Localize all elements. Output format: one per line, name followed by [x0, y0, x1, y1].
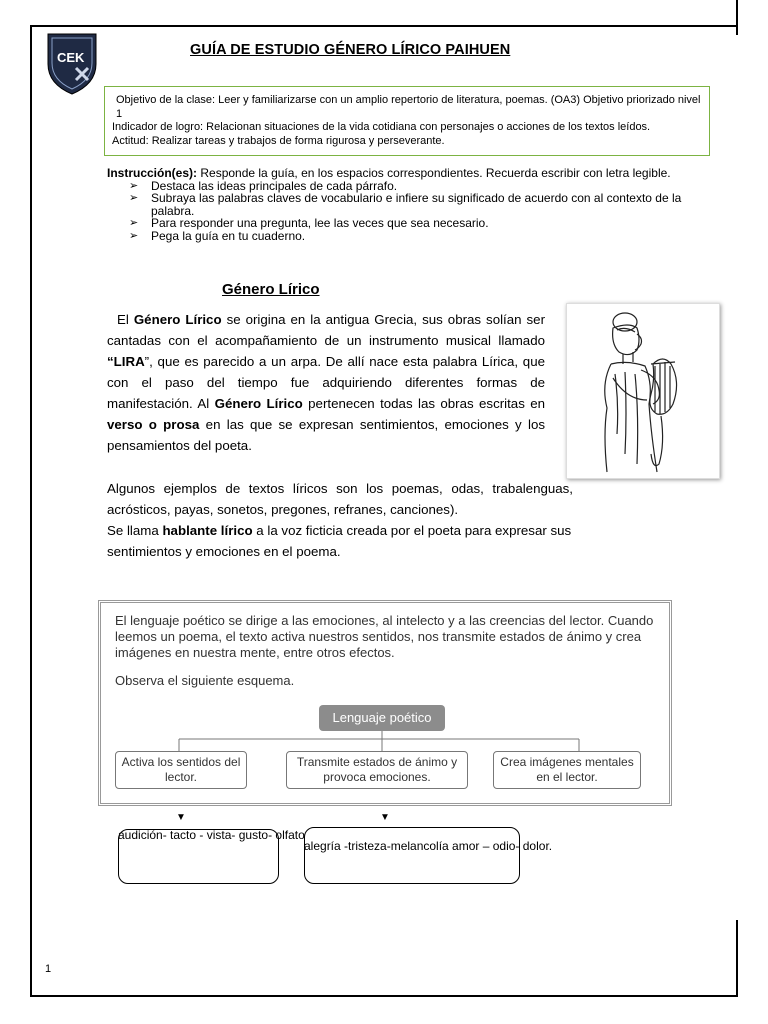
schema-root-node: Lenguaje poético	[319, 705, 445, 731]
schema-node-emotions: Transmite estados de ánimo y provoca emociones.	[286, 751, 468, 789]
instructions-section	[107, 167, 717, 243]
list-item: ➢ Subraya las palabras claves de vocabulario e infiere su significado de acuerdo con al contexto de la palabra.	[129, 191, 682, 218]
lyric-examples-section	[107, 478, 573, 562]
poetic-language-schema	[98, 600, 672, 806]
section-title: Género Lírico	[222, 281, 320, 298]
lyric-genre-paragraph: El Género Lírico se origina en la antigua Grecia, sus obras solían ser cantadas con el acompañamiento de un instrumento musical llamado “LIRA”, que es parecido a un arpa. De allí nace esta palabra Lírica, que con el paso del tiempo fue adquiriendo diferentes formas de manifestación. Al Género Lírico pertenecen todas las obras escritas en verso o prosa en las que se expresan sentimientos, emociones y los pensamientos del poeta.	[107, 312, 546, 453]
arrow-bullet-icon: ➢	[129, 217, 139, 230]
lyre-player-illustration	[566, 303, 720, 479]
indicator-text: Indicador de logro: Relacionan situaciones de la vida cotidiana con personajes o acciones de los textos leídos.	[112, 121, 651, 134]
instructions-list	[107, 180, 717, 243]
examples-paragraph: Algunos ejemplos de textos líricos son los poemas, odas, trabalenguas, acrósticos, payas, sonetos, pregones, refranes, canciones).	[107, 481, 573, 517]
lyric-speaker-paragraph: Se llama hablante lírico a la voz ficticia creada por el poeta para expresar sus sentimientos y emociones en el poema.	[107, 523, 572, 559]
svg-text:CEK: CEK	[57, 50, 85, 65]
down-arrow-icon: ▼	[176, 812, 186, 823]
schema-node-senses: Activa los sentidos del lector.	[115, 751, 247, 789]
attitude-text: Actitud: Realizar tareas y trabajos de forma rigurosa y perseverante.	[112, 134, 445, 147]
arrow-bullet-icon: ➢	[129, 179, 139, 192]
page-border-top	[30, 25, 738, 27]
list-item: ➢ Pega la guía en tu cuaderno.	[129, 228, 306, 243]
arrow-bullet-icon: ➢	[129, 192, 139, 205]
list-item: ➢ Destaca las ideas principales de cada párrafo.	[129, 178, 398, 193]
page-border-left	[30, 25, 32, 997]
instructions-text: Responde la guía, en los espacios correspondientes. Recuerda escribir con letra legible.	[197, 166, 671, 180]
instructions-label: Instrucción(es):	[107, 166, 198, 180]
page-border-right-lower	[736, 920, 738, 997]
page-number: 1	[45, 963, 52, 975]
page-border-right	[736, 0, 738, 35]
answer-box-emotions[interactable]	[304, 827, 520, 884]
schema-intro: El lenguaje poético se dirige a las emociones, al intelecto y a las creencias del lector. Cuando leemos un poema, el texto activa nuestros sentidos, nos transmite estados de ánimo y crea imágenes en nuestra mente, entre otros efectos.	[115, 613, 654, 660]
objectives-box	[104, 86, 710, 156]
objective-text: Objetivo de la clase: Leer y familiarizarse con un amplio repertorio de literatura, poemas. (OA3) Objetivo priorizado nivel 1	[116, 94, 701, 120]
answer-senses-text: audición- tacto - vista- gusto- olfato	[118, 828, 305, 842]
school-logo	[44, 30, 100, 96]
list-item: ➢ Para responder una pregunta, lee las veces que sea necesario.	[129, 216, 489, 231]
page-title: GUÍA DE ESTUDIO GÉNERO LÍRICO PAIHUEN	[190, 42, 511, 58]
page-border-bottom	[30, 995, 738, 997]
answer-emotions-text: alegría -tristeza-melancolía amor – odio- dolor.	[304, 839, 553, 853]
down-arrow-icon: ▼	[380, 812, 390, 823]
schema-node-images: Crea imágenes mentales en el lector.	[493, 751, 641, 789]
schema-observe-text: Observa el siguiente esquema.	[115, 673, 295, 688]
arrow-bullet-icon: ➢	[129, 229, 139, 242]
